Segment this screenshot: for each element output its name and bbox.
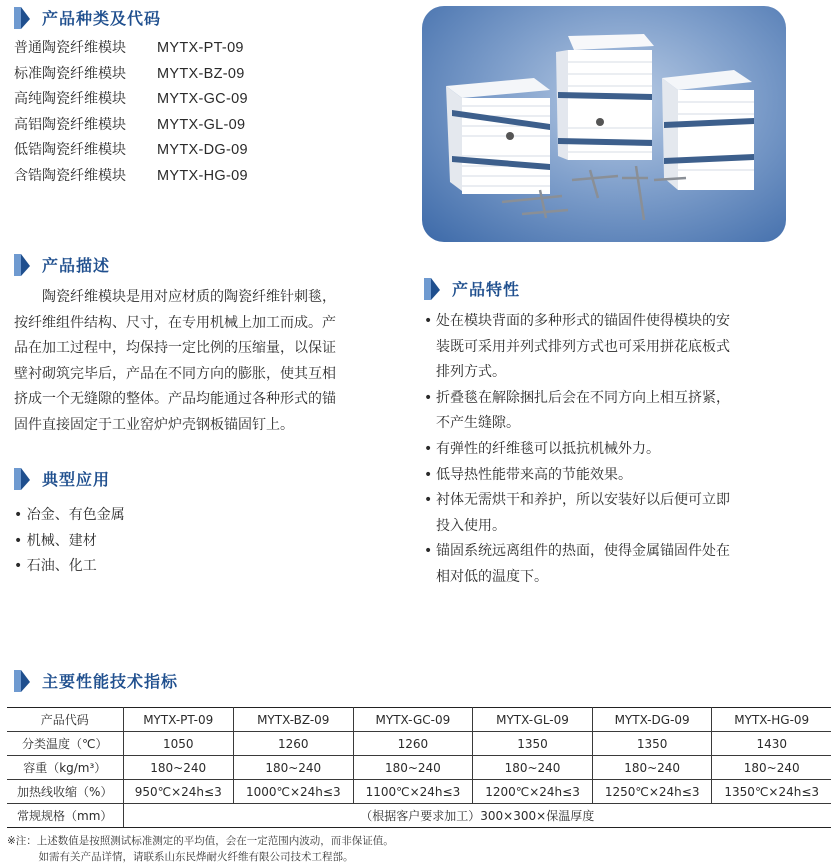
specs-title: 主要性能技术指标 [42, 672, 179, 691]
table-cell: 1350℃×24h≤3 [712, 780, 831, 804]
description-line: 按纤维组件结构、尺寸，在专用机械上加工而成。产 [14, 314, 336, 331]
table-cell: 180~240 [233, 756, 353, 780]
table-cell: 容重（kg/m³） [7, 756, 123, 780]
table-cell: 常规规格（mm） [7, 804, 123, 828]
table-header-row [7, 708, 831, 732]
bullet: • [424, 543, 433, 560]
features-list [424, 309, 784, 591]
section-header-specs [14, 669, 178, 692]
product-name: 含锆陶瓷纤维模块 [14, 167, 126, 184]
table-cell: 950℃×24h≤3 [123, 780, 233, 804]
table-cell: MYTX-BZ-09 [233, 708, 353, 732]
product-code: MYTX-DG-09 [157, 142, 248, 159]
list-item [424, 386, 784, 437]
list-item [14, 87, 248, 113]
table-cell: 180~240 [473, 756, 593, 780]
description-line: 挤成一个无缝隙的整体。产品均能通过各种形式的锚 [14, 391, 336, 408]
feature-line: 折叠毯在解除捆扎后会在不同方向上相互挤紧， [436, 389, 730, 406]
module-illustration [422, 6, 786, 242]
table-row [7, 804, 831, 828]
product-code: MYTX-BZ-09 [157, 65, 245, 82]
codes-title: 产品种类及代码 [42, 9, 162, 28]
section-marker-icon [424, 278, 440, 300]
list-item [14, 113, 248, 139]
bullet: • [424, 466, 433, 483]
list-item: • 石油、化工 [14, 558, 97, 575]
list-item [424, 437, 784, 463]
section-header-description [14, 253, 110, 276]
feature-line: 衬体无需烘干和养护，所以安装好以后便可立即 [436, 492, 730, 509]
list-item [14, 36, 248, 62]
table-cell: 分类温度（℃） [7, 732, 123, 756]
table-row [7, 756, 831, 780]
table-row [7, 732, 831, 756]
section-marker-icon [14, 670, 30, 692]
table-cell: MYTX-GC-09 [353, 708, 473, 732]
bullet: • [424, 440, 433, 457]
table-cell: 1430 [712, 732, 831, 756]
section-header-applications [14, 467, 110, 490]
feature-line: 相对低的温度下。 [436, 568, 548, 585]
table-cell: 1350 [473, 732, 593, 756]
table-cell: 1260 [233, 732, 353, 756]
list-item [424, 463, 784, 489]
section-marker-icon [14, 254, 30, 276]
table-cell: 1260 [353, 732, 473, 756]
table-cell: MYTX-DG-09 [592, 708, 712, 732]
table-cell: MYTX-GL-09 [473, 708, 593, 732]
footnote-line: 如需有关产品详情，请联系山东民烨耐火纤维有限公司技术工程部。 [7, 851, 354, 863]
table-cell: 1250℃×24h≤3 [592, 780, 712, 804]
list-item [14, 138, 248, 164]
feature-line: 有弹性的纤维毯可以抵抗机械外力。 [436, 440, 660, 457]
table-cell: 1100℃×24h≤3 [353, 780, 473, 804]
section-header-codes [14, 6, 161, 29]
product-name: 高纯陶瓷纤维模块 [14, 91, 126, 108]
list-item: • 冶金、有色金属 [14, 507, 125, 523]
product-code: MYTX-PT-09 [157, 40, 244, 56]
product-name: 普通陶瓷纤维模块 [14, 40, 126, 56]
list-item [14, 164, 248, 190]
table-cell: （根据客户要求加工）300×300×保温厚度 [123, 804, 831, 828]
bullet: • [424, 313, 433, 329]
list-item [424, 309, 784, 386]
table-cell: 1050 [123, 732, 233, 756]
description-line: 陶瓷纤维模块是用对应材质的陶瓷纤维针刺毯， [14, 289, 336, 305]
feature-line: 投入使用。 [436, 517, 506, 534]
product-code: MYTX-HG-09 [157, 167, 248, 184]
product-code: MYTX-GL-09 [157, 116, 246, 133]
table-cell: MYTX-PT-09 [123, 708, 233, 732]
footnote [7, 833, 394, 865]
product-code-list [14, 36, 248, 190]
product-photo [422, 6, 786, 242]
features-title: 产品特性 [452, 280, 521, 299]
feature-line: 处在模块背面的多种形式的锚固件使得模块的安 [436, 313, 730, 329]
section-marker-icon [14, 7, 30, 29]
description-line: 品在加工过程中，均保持一定比例的压缩量，以保证 [14, 340, 336, 357]
product-name: 高铝陶瓷纤维模块 [14, 116, 126, 133]
bullet: • [424, 492, 433, 509]
list-item [424, 488, 784, 539]
table-cell: 180~240 [712, 756, 831, 780]
table-cell: 180~240 [123, 756, 233, 780]
table-cell: 180~240 [353, 756, 473, 780]
table-cell: 180~240 [592, 756, 712, 780]
footnote-line: ※注：上述数值是按照测试标准测定的平均值，会在一定范围内波动，而非保证值。 [7, 835, 394, 847]
description-title: 产品描述 [42, 256, 111, 275]
bullet: • [424, 389, 433, 406]
description-line: 壁衬砌筑完毕后，产品在不同方向的膨胀，使其互相 [14, 365, 336, 382]
feature-line: 装既可采用并列式排列方式也可采用拼花底板式 [436, 338, 730, 355]
product-name: 低锆陶瓷纤维模块 [14, 142, 126, 159]
table-cell: 产品代码 [7, 708, 123, 732]
section-marker-icon [14, 468, 30, 490]
feature-line: 低导热性能带来高的节能效果。 [436, 466, 632, 483]
table-cell: 1200℃×24h≤3 [473, 780, 593, 804]
list-item [424, 539, 784, 590]
list-item [14, 62, 248, 88]
table-cell: 1000℃×24h≤3 [233, 780, 353, 804]
table-cell: 1350 [592, 732, 712, 756]
feature-line: 排列方式。 [436, 364, 506, 381]
feature-line: 不产生缝隙。 [436, 415, 520, 432]
table-cell: MYTX-HG-09 [712, 708, 831, 732]
spec-table [7, 707, 831, 828]
feature-line: 锚固系统远离组件的热面，使得金属锚固件处在 [436, 543, 730, 560]
product-name: 标准陶瓷纤维模块 [14, 65, 126, 82]
applications-title: 典型应用 [42, 470, 111, 489]
product-code: MYTX-GC-09 [157, 91, 248, 108]
applications-list [14, 503, 125, 580]
section-header-features [424, 277, 520, 300]
product-description [14, 285, 382, 439]
table-row [7, 780, 831, 804]
table-cell: 加热线收缩（%） [7, 780, 123, 804]
list-item: • 机械、建材 [14, 532, 97, 549]
description-line: 固件直接固定于工业窑炉炉壳钢板锚固钉上。 [14, 416, 294, 433]
